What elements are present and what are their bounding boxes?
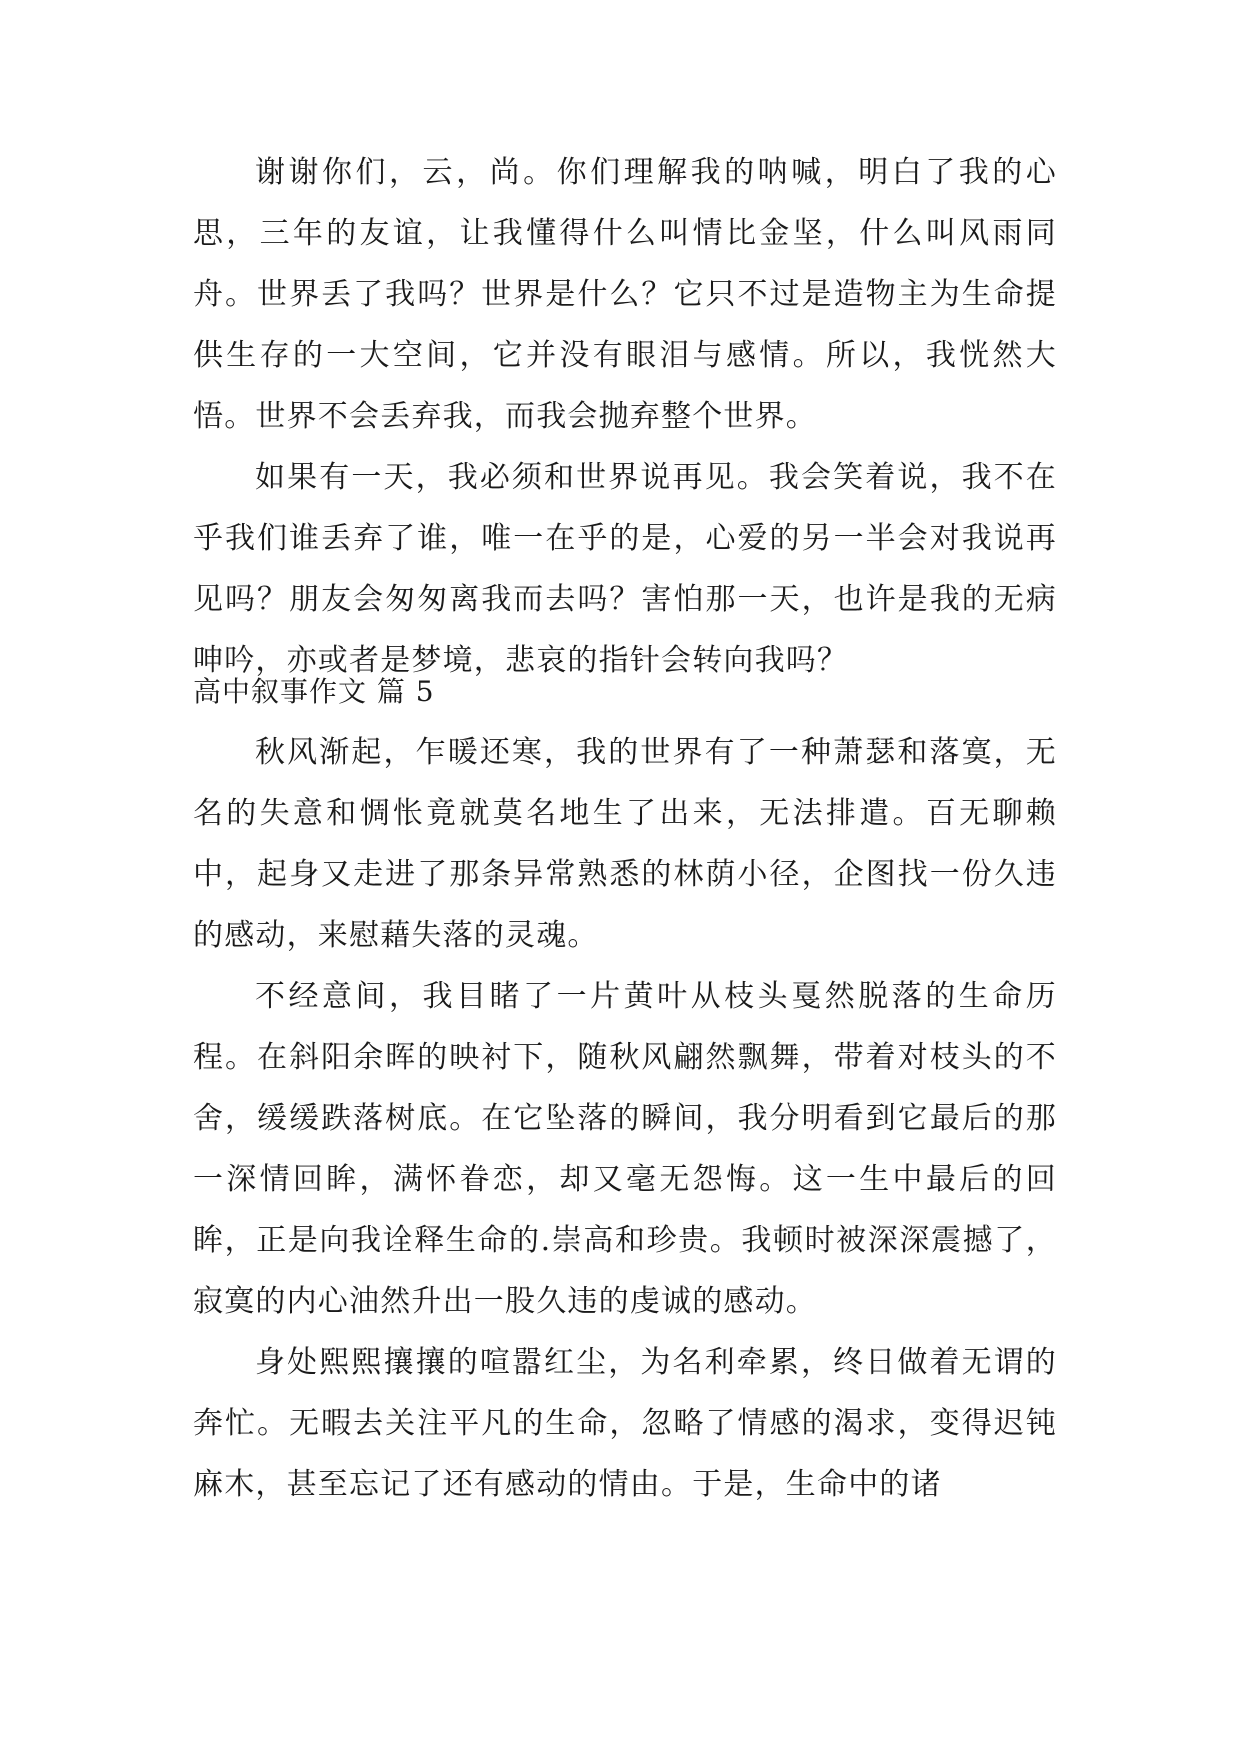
text-section-5 [193, 661, 1057, 1515]
paragraph: 身处熙熙攘攘的喧嚣红尘，为名利牵累，终日做着无谓的奔忙。无暇去关注平凡的生命，忽略了情感的渴求，变得迟钝麻木，甚至忘记了还有感动的情由。于是，生命中的诸 [193, 1345, 1057, 1502]
paragraph: 谢谢你们，云，尚。你们理解我的呐喊，明白了我的心思，三年的友谊，让我懂得什么叫情比金坚，什么叫风雨同舟。世界丢了我吗？世界是什么？它只不过是造物主为生命提供生存的一大空间，它并没有眼泪与感情。所以，我恍然大悟。世界不会丢弃我，而我会抛弃整个世界。 [193, 155, 1057, 434]
paragraph: 秋风渐起，乍暖还寒，我的世界有了一种萧瑟和落寞，无名的失意和惆怅竟就莫名地生了出来，无法排遣。百无聊赖中，起身又走进了那条异常熟悉的林荫小径，企图找一份久违的感动，来慰藉失落的灵魂。 [193, 735, 1057, 953]
paragraph: 不经意间，我目睹了一片黄叶从枝头戛然脱落的生命历程。在斜阳余晖的映衬下，随秋风翩然飘舞，带着对枝头的不舍，缓缓跌落树底。在它坠落的瞬间，我分明看到它最后的那一深情回眸，满怀眷恋，却又毫无怨悔。这一生中最后的回眸，正是向我诠释生命的.崇高和珍贵。我顿时被深深震撼了，寂寞的内心油然升出一股久违的虔诚的感动。 [193, 979, 1057, 1319]
section-heading: 高中叙事作文 篇 5 [193, 675, 435, 708]
text-section-top [193, 142, 1057, 691]
paragraph: 如果有一天，我必须和世界说再见。我会笑着说，我不在乎我们谁丢弃了谁，唯一在乎的是，心爱的另一半会对我说再见吗？朋友会匆匆离我而去吗？害怕那一天，也许是我的无病呻吟，亦或者是梦境，悲哀的指针会转向我吗？ [193, 460, 1057, 678]
